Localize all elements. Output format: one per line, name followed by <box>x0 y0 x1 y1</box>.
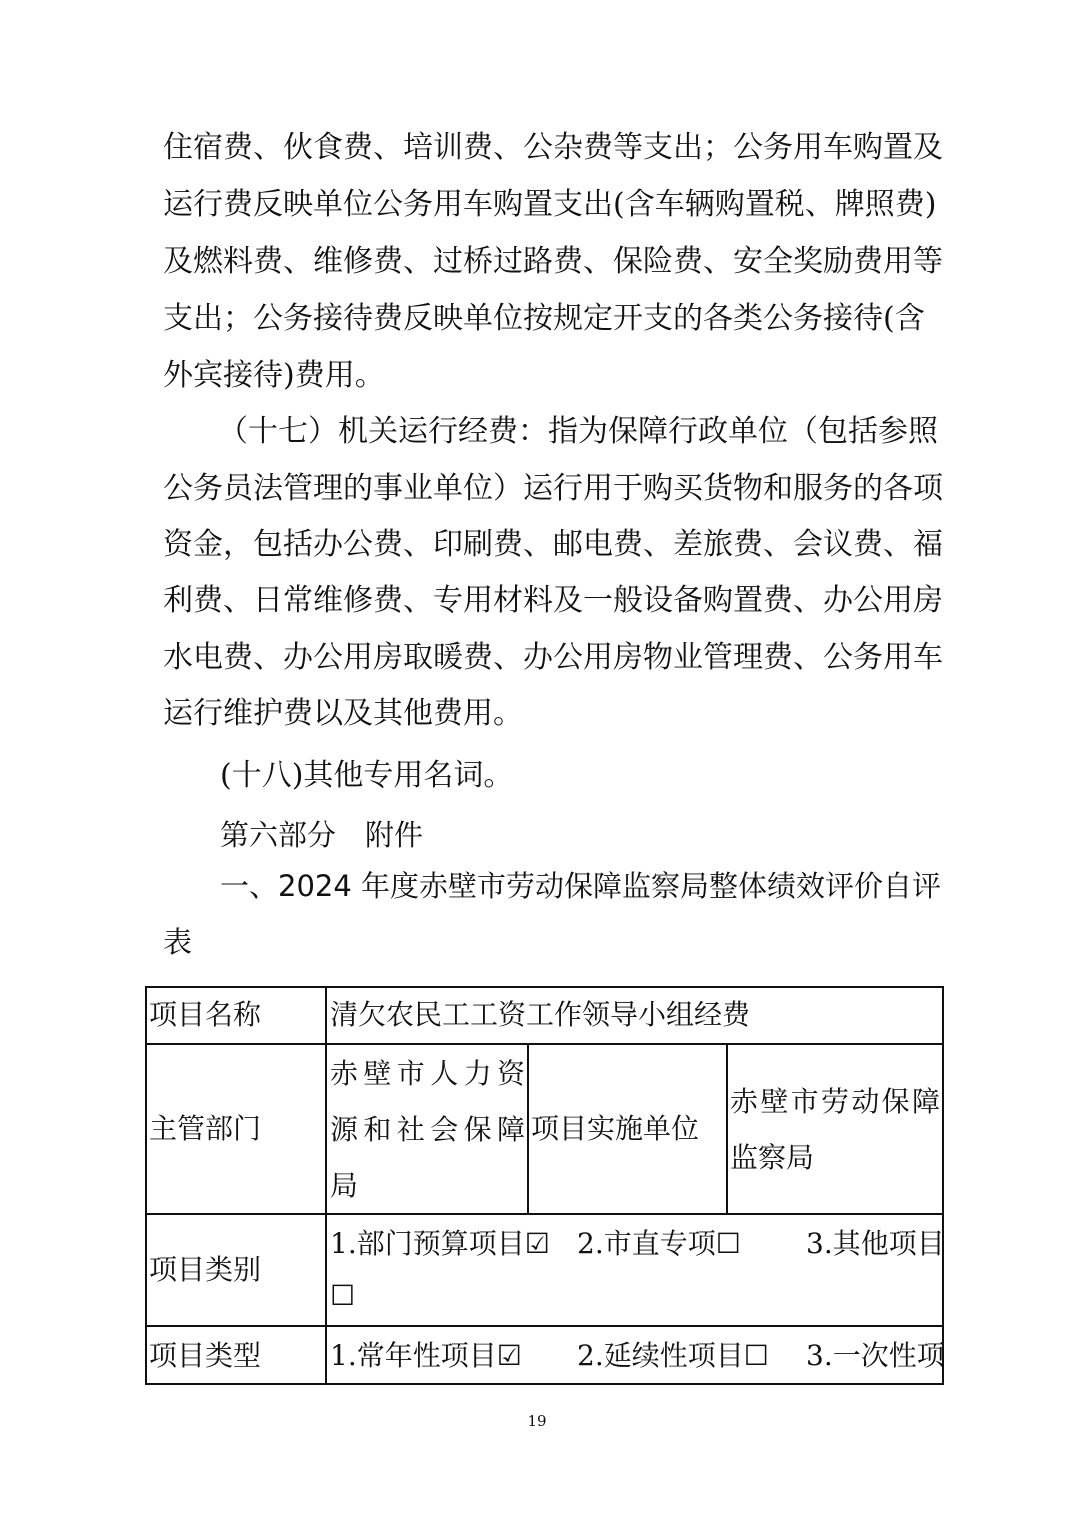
dept-value-line-3: 局 <box>330 1169 359 1202</box>
project-name-value: 清欠农民工工资工作领导小组经费 <box>330 998 751 1031</box>
evaluation-table <box>145 986 944 1386</box>
table-title-line-2: 表 <box>163 925 193 959</box>
category-option-1: 1.部门预算项目☑ <box>330 1227 550 1260</box>
table-title-line-1: 一、2024 年度赤壁市劳动保障监察局整体绩效评价自评 <box>220 869 942 903</box>
dept-value-line-2: 源和社会保障 <box>330 1113 525 1146</box>
body-line-2: 运行费反映单位公务用车购置支出(含车辆购置税、牌照费) <box>163 187 937 222</box>
category-option-2: 2.市直专项☐ <box>577 1227 741 1260</box>
body-line-9: 利费、日常维修费、专用材料及一般设备购置费、办公用房 <box>163 583 943 618</box>
section-heading: 第六部分 附件 <box>220 818 424 852</box>
body-line-3: 及燃料费、维修费、过桥过路费、保险费、安全奖励费用等 <box>163 244 943 279</box>
body-line-12: (十八)其他专用名词。 <box>220 758 514 793</box>
body-line-6: （十七）机关运行经费：指为保障行政单位（包括参照 <box>218 414 938 449</box>
type-option-2: 2.延续性项目☐ <box>577 1339 769 1372</box>
impl-unit-value-line-2: 监察局 <box>730 1141 815 1174</box>
type-option-1: 1.常年性项目☑ <box>330 1339 522 1372</box>
type-label: 项目类型 <box>149 1339 262 1372</box>
category-label: 项目类别 <box>149 1253 262 1286</box>
body-line-1: 住宿费、伙食费、培训费、公杂费等支出；公务用车购置及 <box>163 130 943 165</box>
impl-unit-label: 项目实施单位 <box>531 1112 700 1145</box>
project-name-label: 项目名称 <box>149 998 262 1031</box>
category-option-3: 3.其他项目 <box>806 1227 945 1260</box>
type-option-3: 3.一次性项 <box>806 1339 945 1372</box>
page-number: 19 <box>527 1412 547 1430</box>
body-line-7: 公务员法管理的事业单位）运行用于购买货物和服务的各项 <box>163 471 943 506</box>
category-option-3-checkbox: ☐ <box>330 1279 356 1312</box>
dept-value-line-1: 赤壁市人力资 <box>330 1057 525 1090</box>
impl-unit-value-line-1: 赤壁市劳动保障 <box>730 1085 940 1118</box>
dept-label: 主管部门 <box>149 1112 262 1145</box>
body-line-11: 运行维护费以及其他费用。 <box>163 696 523 731</box>
body-line-5: 外宾接待)费用。 <box>163 358 385 393</box>
body-line-4: 支出；公务接待费反映单位按规定开支的各类公务接待(含 <box>163 301 925 336</box>
body-line-10: 水电费、办公用房取暖费、办公用房物业管理费、公务用车 <box>163 640 943 675</box>
body-line-8: 资金，包括办公费、印刷费、邮电费、差旅费、会议费、福 <box>163 527 943 562</box>
